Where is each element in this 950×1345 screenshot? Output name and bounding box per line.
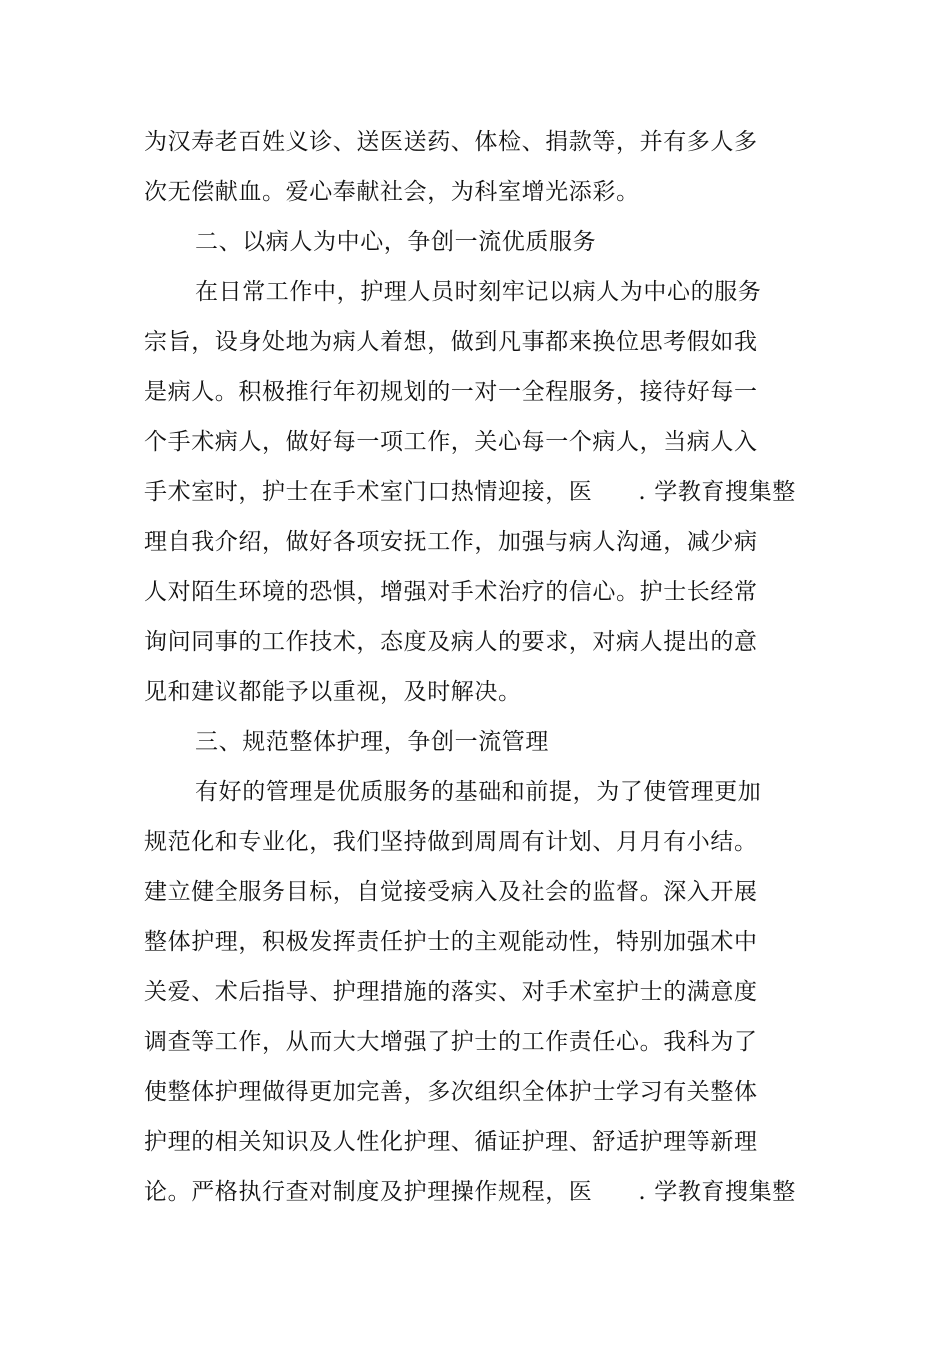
paragraph-3-line-9 [144, 1177, 796, 1207]
text-line-2: 次无偿献血。爱心奉献社会，为科室增光添彩。 [144, 179, 640, 205]
paragraph-2-line-5 [144, 477, 796, 507]
paragraph-3-line-9-text: 论。严格执行查对制度及护理操作规程，医 [144, 1179, 593, 1205]
paragraph-2-line-1: 在日常工作中，护理人员时刻牢记以病人为中心的服务 [195, 279, 762, 305]
paragraph-2-line-3: 是病人。积极推行年初规划的一对一全程服务，接待好每一 [144, 379, 758, 405]
text-line-1: 为汉寿老百姓义诊、送医送药、体检、捐款等，并有多人多 [144, 129, 758, 155]
paragraph-2-line-8: 询问同事的工作技术，态度及病人的要求，对病人提出的意 [144, 629, 758, 655]
paragraph-2-line-6: 理自我介绍，做好各项安抚工作，加强与病人沟通，减少病 [144, 529, 758, 555]
paragraph-2-line-4: 个手术病人，做好每一项工作，关心每一个病人，当病人入 [144, 429, 758, 455]
paragraph-3-line-5: 关爱、术后指导、护理措施的落实、对手术室护士的满意度 [144, 979, 758, 1005]
section-heading-2: 二、以病人为中心，争创一流优质服务 [195, 229, 597, 255]
paragraph-2-line-5-text: 手术室时，护士在手术室门口热情迎接，医 [144, 479, 593, 505]
section-heading-3: 三、规范整体护理，争创一流管理 [195, 729, 549, 755]
paragraph-3-line-3: 建立健全服务目标，自觉接受病入及社会的监督。深入开展 [144, 879, 758, 905]
paragraph-3-line-4: 整体护理，积极发挥责任护士的主观能动性，特别加强术中 [144, 929, 758, 955]
paragraph-3-line-2: 规范化和专业化，我们坚持做到周周有计划、月月有小结。 [144, 829, 758, 855]
paragraph-3-line-8: 护理的相关知识及人性化护理、循证护理、舒适护理等新理 [144, 1129, 758, 1155]
paragraph-3-line-9-tail: . 学教育搜集整 [638, 1179, 796, 1205]
paragraph-3-line-6: 调查等工作，从而大大增强了护士的工作责任心。我科为了 [144, 1029, 758, 1055]
paragraph-3-line-1: 有好的管理是优质服务的基础和前提，为了使管理更加 [195, 779, 762, 805]
paragraph-2-line-9: 见和建议都能予以重视，及时解决。 [144, 679, 522, 705]
paragraph-2-line-2: 宗旨，设身处地为病人着想，做到凡事都来换位思考假如我 [144, 329, 758, 355]
paragraph-3-line-7: 使整体护理做得更加完善，多次组织全体护士学习有关整体 [144, 1079, 758, 1105]
paragraph-2-line-5-tail: . 学教育搜集整 [638, 479, 796, 505]
paragraph-2-line-7: 人对陌生环境的恐惧，增强对手术治疗的信心。护士长经常 [144, 579, 758, 605]
